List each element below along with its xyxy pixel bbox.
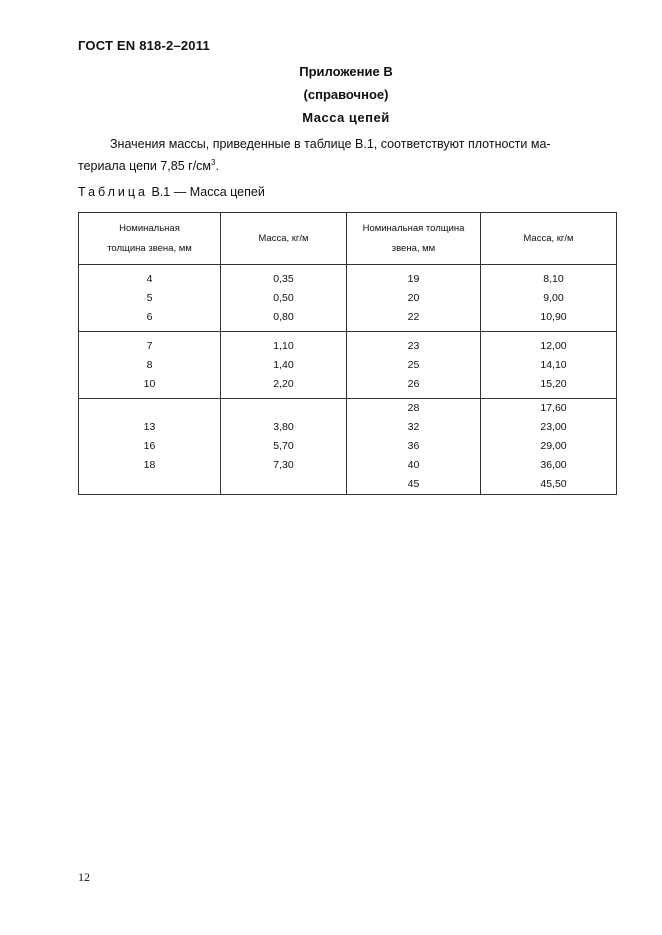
value-mass: 7,30 bbox=[273, 459, 294, 471]
value-mass: 14,10 bbox=[540, 359, 567, 371]
value-thickness: 8 bbox=[146, 359, 153, 371]
cell-mass-left bbox=[221, 399, 347, 495]
value-mass: 0,35 bbox=[273, 273, 294, 285]
value-mass: 0,50 bbox=[273, 292, 294, 304]
header-thickness-left bbox=[79, 213, 221, 265]
value-thickness: 6 bbox=[146, 311, 153, 323]
header-thickness-right-line: Номинальная толщина bbox=[362, 222, 465, 234]
header-thickness-right bbox=[347, 213, 481, 265]
table-caption bbox=[78, 185, 265, 199]
header-mass-right: Масса, кг/м bbox=[481, 213, 617, 265]
cell-thickness-right bbox=[347, 399, 481, 495]
cell-thickness-left bbox=[79, 265, 221, 332]
value-thickness: 5 bbox=[146, 292, 153, 304]
cell-mass-right bbox=[481, 265, 617, 332]
value-mass: 0,80 bbox=[273, 311, 294, 323]
header-mass-left: Масса, кг/м bbox=[221, 213, 347, 265]
value-mass: 5,70 bbox=[273, 440, 294, 452]
intro-line-1: Значения массы, приведенные в таблице B.1, соответствуют плотности ма- bbox=[110, 137, 551, 151]
value-mass: 1,10 bbox=[273, 340, 294, 352]
intro-line-2-text: териала цепи 7,85 г/см bbox=[78, 159, 212, 173]
value-mass: 23,00 bbox=[540, 421, 567, 433]
value-thickness: 40 bbox=[407, 459, 420, 471]
appendix-status: (справочное) bbox=[303, 87, 389, 102]
intro-line-2 bbox=[78, 155, 581, 177]
value-mass: 29,00 bbox=[540, 440, 567, 452]
cell-mass-right bbox=[481, 399, 617, 495]
value-thickness: 26 bbox=[407, 378, 420, 390]
value-mass: 10,90 bbox=[540, 311, 567, 323]
value-mass: 3,80 bbox=[273, 421, 294, 433]
intro-paragraph bbox=[78, 133, 581, 177]
value-thickness: 23 bbox=[407, 340, 420, 352]
table-row-group-2 bbox=[79, 332, 617, 399]
cell-thickness-left bbox=[79, 332, 221, 399]
value-thickness: 13 bbox=[143, 421, 156, 433]
value-mass: 36,00 bbox=[540, 459, 567, 471]
cell-thickness-left bbox=[79, 399, 221, 495]
value-thickness: 16 bbox=[143, 440, 156, 452]
table-header-row bbox=[79, 213, 617, 265]
value-thickness: 4 bbox=[146, 273, 153, 285]
header-thickness-right-line: звена, мм bbox=[391, 242, 436, 254]
value-thickness: 20 bbox=[407, 292, 420, 304]
value-mass: 12,00 bbox=[540, 340, 567, 352]
value-thickness: 32 bbox=[407, 421, 420, 433]
unit-exponent: 3 bbox=[211, 158, 216, 167]
table-row-group-3 bbox=[79, 399, 617, 495]
value-mass: 2,20 bbox=[273, 378, 294, 390]
value-mass: 15,20 bbox=[540, 378, 567, 390]
value-mass: 8,10 bbox=[543, 273, 564, 285]
value-mass: 17,60 bbox=[540, 402, 567, 414]
value-thickness: 10 bbox=[143, 378, 156, 390]
value-thickness: 45 bbox=[407, 478, 420, 490]
header-thickness-left-line: Номинальная bbox=[119, 222, 180, 234]
appendix-title: Приложение B bbox=[299, 64, 393, 79]
cell-thickness-right bbox=[347, 332, 481, 399]
value-thickness: 19 bbox=[407, 273, 420, 285]
appendix-subject: Масса цепей bbox=[302, 110, 390, 125]
value-thickness: 28 bbox=[407, 402, 420, 414]
table-caption-label: Таблица bbox=[78, 185, 149, 199]
value-thickness: 18 bbox=[143, 459, 156, 471]
table-row-group-1 bbox=[79, 265, 617, 332]
table-caption-title: B.1 — Масса цепей bbox=[148, 185, 265, 199]
value-mass: 1,40 bbox=[273, 359, 294, 371]
document-id: ГОСТ EN 818-2–2011 bbox=[78, 38, 210, 53]
page-number: 12 bbox=[78, 870, 90, 884]
intro-line-2-end: . bbox=[215, 159, 219, 173]
value-mass: 9,00 bbox=[543, 292, 564, 304]
value-thickness: 25 bbox=[407, 359, 420, 371]
value-thickness: 22 bbox=[407, 311, 420, 323]
value-thickness: 7 bbox=[146, 340, 153, 352]
value-mass: 45,50 bbox=[540, 478, 567, 490]
header-thickness-left-line: толщина звена, мм bbox=[107, 242, 192, 254]
cell-thickness-right bbox=[347, 265, 481, 332]
cell-mass-left bbox=[221, 265, 347, 332]
chain-mass-table bbox=[78, 212, 617, 495]
cell-mass-left bbox=[221, 332, 347, 399]
cell-mass-right bbox=[481, 332, 617, 399]
value-thickness: 36 bbox=[407, 440, 420, 452]
